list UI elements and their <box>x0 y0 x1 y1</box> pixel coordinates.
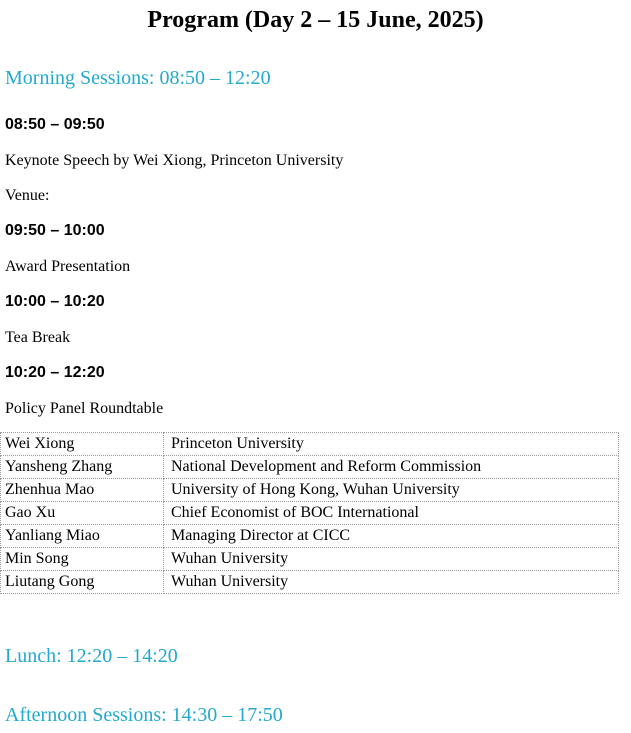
session-desc-award: Award Presentation <box>5 258 131 275</box>
session-time-tea: 10:00 – 10:20 <box>5 293 105 310</box>
panelist-name: Gao Xu <box>1 502 164 525</box>
page-title: Program (Day 2 – 15 June, 2025) <box>147 7 484 33</box>
panelist-affiliation: National Development and Reform Commission <box>164 456 619 479</box>
table-row <box>1 456 619 479</box>
table-row <box>1 502 619 525</box>
panelist-name: Yansheng Zhang <box>1 456 164 479</box>
session-venue: Venue: <box>5 187 50 204</box>
panelist-name: Min Song <box>1 548 164 571</box>
session-desc-tea: Tea Break <box>5 329 71 346</box>
table-row <box>1 433 619 456</box>
session-time-award: 09:50 – 10:00 <box>5 222 105 239</box>
session-desc-keynote: Keynote Speech by Wei Xiong, Princeton University <box>5 152 344 169</box>
panelist-affiliation: Chief Economist of BOC International <box>164 502 619 525</box>
session-desc-panel: Policy Panel Roundtable <box>5 400 164 417</box>
panelist-affiliation: University of Hong Kong, Wuhan University <box>164 479 619 502</box>
table-row <box>1 479 619 502</box>
session-time-panel: 10:20 – 12:20 <box>5 364 105 381</box>
panelist-affiliation: Managing Director at CICC <box>164 525 619 548</box>
table-row <box>1 571 619 594</box>
lunch-heading: Lunch: 12:20 – 14:20 <box>5 645 178 667</box>
morning-sessions-heading: Morning Sessions: 08:50 – 12:20 <box>5 67 271 89</box>
panelist-affiliation: Princeton University <box>164 433 619 456</box>
afternoon-sessions-heading: Afternoon Sessions: 14:30 – 17:50 <box>5 704 283 726</box>
table-row <box>1 525 619 548</box>
panelist-name: Yanliang Miao <box>1 525 164 548</box>
panelist-affiliation: Wuhan University <box>164 548 619 571</box>
panelist-affiliation: Wuhan University <box>164 571 619 594</box>
session-time-keynote: 08:50 – 09:50 <box>5 116 105 133</box>
panel-members-table <box>0 432 619 594</box>
panelist-name: Wei Xiong <box>1 433 164 456</box>
panelist-name: Liutang Gong <box>1 571 164 594</box>
table-row <box>1 548 619 571</box>
panelist-name: Zhenhua Mao <box>1 479 164 502</box>
